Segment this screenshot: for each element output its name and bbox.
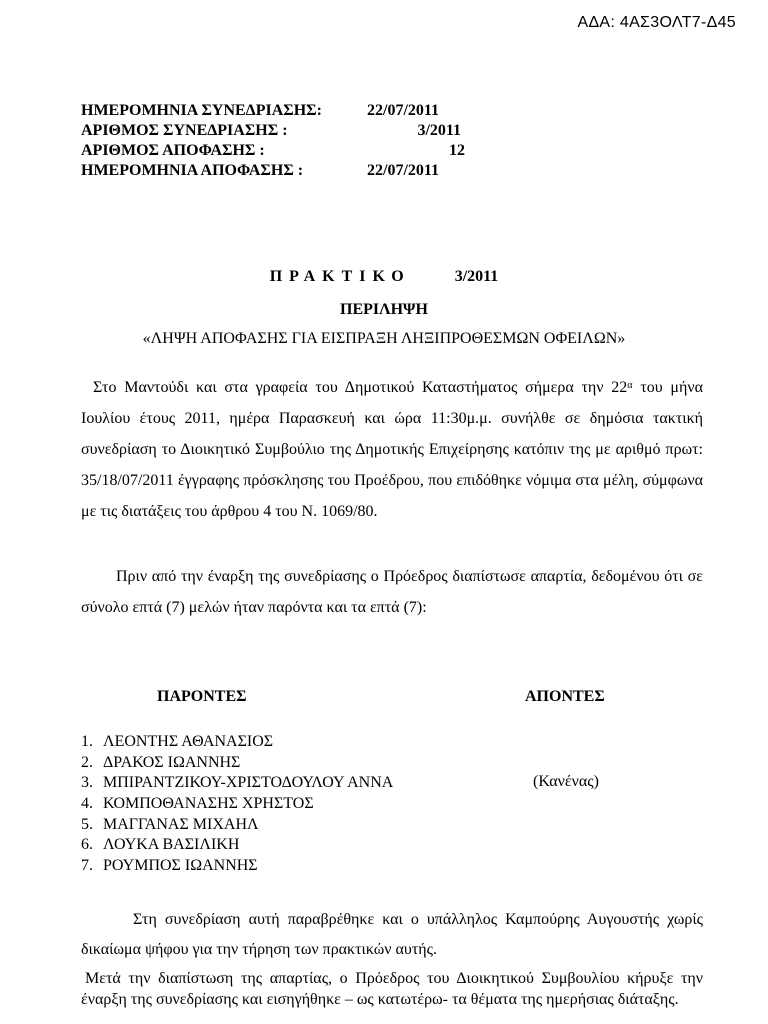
meta-label: ΑΡΙΘΜΟΣ ΣΥΝΕΔΡΙΑΣΗΣ : bbox=[81, 122, 288, 139]
item-number: 7. bbox=[81, 857, 93, 875]
document-title bbox=[0, 268, 768, 286]
list-item bbox=[81, 856, 393, 877]
agenda-paragraph bbox=[81, 968, 703, 1010]
member-name: ΛΕΟΝΤΗΣ ΑΘΑΝΑΣΙΟΣ bbox=[103, 733, 274, 750]
member-name: ΜΠΙΡΑΝΤΖΙΚΟΥ-ΧΡΙΣΤΟΔΟΥΛΟΥ ΑΝΝΑ bbox=[103, 774, 394, 792]
meta-value: 22/07/2011 bbox=[367, 102, 440, 119]
meta-value: 12 bbox=[449, 142, 465, 159]
list-item bbox=[81, 794, 393, 815]
item-number: 2. bbox=[81, 753, 93, 771]
item-number: 6. bbox=[81, 836, 93, 854]
members-list bbox=[81, 732, 393, 877]
day-suffix: α bbox=[627, 380, 633, 391]
opening-paragraph bbox=[81, 372, 703, 527]
present-header: ΠΑΡΟΝΤΕΣ bbox=[157, 688, 247, 705]
member-name: ΡΟΥΜΠΟΣ ΙΩΑΝΝΗΣ bbox=[103, 857, 258, 875]
list-item bbox=[81, 773, 393, 794]
meta-decision-number bbox=[81, 141, 465, 161]
meta-session-number bbox=[81, 121, 461, 141]
item-number: 4. bbox=[81, 795, 93, 813]
summary-heading: ΠΕΡΙΛΗΨΗ bbox=[340, 301, 428, 318]
member-name: ΛΟΥΚΑ ΒΑΣΙΛΙΚΗ bbox=[103, 836, 240, 854]
meta-value: 22/07/2011 bbox=[367, 162, 440, 179]
meta-label: ΗΜΕΡΟΜΗΝΙΑ ΣΥΝΕΔΡΙΑΣΗΣ: bbox=[81, 102, 322, 119]
secretary-text: Στη συνεδρίαση αυτή παραβρέθηκε και ο υπάλληλος Καμπούρης Αυγουστής χωρίς δικαίωμα ψήφου για την τήρηση των πρακτικών αυτής. bbox=[81, 911, 703, 958]
list-item bbox=[81, 732, 393, 753]
opening-text: του μήνα Ιουλίου έτους 2011, ημέρα Παρασκευή και ώρα 11:30μ.μ. συνήλθε σε δημόσια τακτική συνεδρίαση το Διοικητικό Συμβούλιο της Δημοτικής Επιχείρησης κατόπιν της με αριθμό πρωτ: 35/18/07/2011 έγγραφης πρόσκλησης του Προέδρου, που επιδόθηκε νόμιμα στα μέλη, σύμφωνα με τις διατάξεις του άρθρου 4 του Ν. 1069/80. bbox=[81, 379, 703, 520]
opening-line: Στο Μαντούδι και στα γραφεία του Δημοτικού Καταστήματος σήμερα την 22 bbox=[93, 379, 628, 396]
meta-decision-date bbox=[81, 161, 461, 181]
meta-session-date bbox=[81, 101, 461, 121]
member-name: ΜΑΓΓΑΝΑΣ ΜΙΧΑΗΛ bbox=[103, 815, 259, 833]
meta-label: ΗΜΕΡΟΜΗΝΙΑ ΑΠΟΦΑΣΗΣ : bbox=[81, 162, 304, 179]
meta-value: 3/2011 bbox=[417, 122, 461, 139]
meta-block bbox=[81, 101, 465, 181]
agenda-text: Μετά την διαπίστωση της απαρτίας, ο Πρόεδρος του Διοικητικού Συμβουλίου κήρυξε την έναρξη της συνεδρίασης και εισηγήθηκε – ως κατωτέρω- τα θέματα της ημερήσιας διάταξης. bbox=[81, 970, 703, 1008]
member-name: ΚΟΜΠΟΘΑΝΑΣΗΣ ΧΡΗΣΤΟΣ bbox=[103, 795, 314, 813]
absent-header: ΑΠΟΝΤΕΣ bbox=[525, 688, 605, 705]
item-number: 1. bbox=[81, 733, 93, 750]
absent-none: (Κανένας) bbox=[533, 773, 599, 790]
list-item bbox=[81, 753, 393, 774]
praktiko-number: 3/2011 bbox=[454, 268, 499, 285]
subject-line: «ΛΗΨΗ ΑΠΟΦΑΣΗΣ ΓΙΑ ΕΙΣΠΡΑΞΗ ΛΗΞΙΠΡΟΘΕΣΜΩΝ ΟΦΕΙΛΩΝ» bbox=[142, 330, 626, 347]
member-name: ΔΡΑΚΟΣ ΙΩΑΝΝΗΣ bbox=[103, 753, 241, 771]
quorum-paragraph: Πριν από την έναρξη της συνεδρίασης ο Πρόεδρος διαπίστωσε απαρτία, δεδομένου ότι σε σύνολο επτά (7) μελών ήταν παρόντα και τα επτά (7): bbox=[81, 568, 703, 616]
item-number: 3. bbox=[81, 774, 93, 792]
list-item bbox=[81, 835, 393, 856]
list-item bbox=[81, 815, 393, 836]
secretary-paragraph bbox=[81, 905, 703, 965]
praktiko-word: ΠΡΑΚΤΙΚΟ bbox=[269, 268, 411, 285]
ada-code: ΑΔΑ: 4ΑΣ3ΟΛΤ7-Δ45 bbox=[577, 14, 736, 31]
item-number: 5. bbox=[81, 815, 93, 833]
meta-label: ΑΡΙΘΜΟΣ ΑΠΟΦΑΣΗΣ : bbox=[81, 142, 265, 159]
